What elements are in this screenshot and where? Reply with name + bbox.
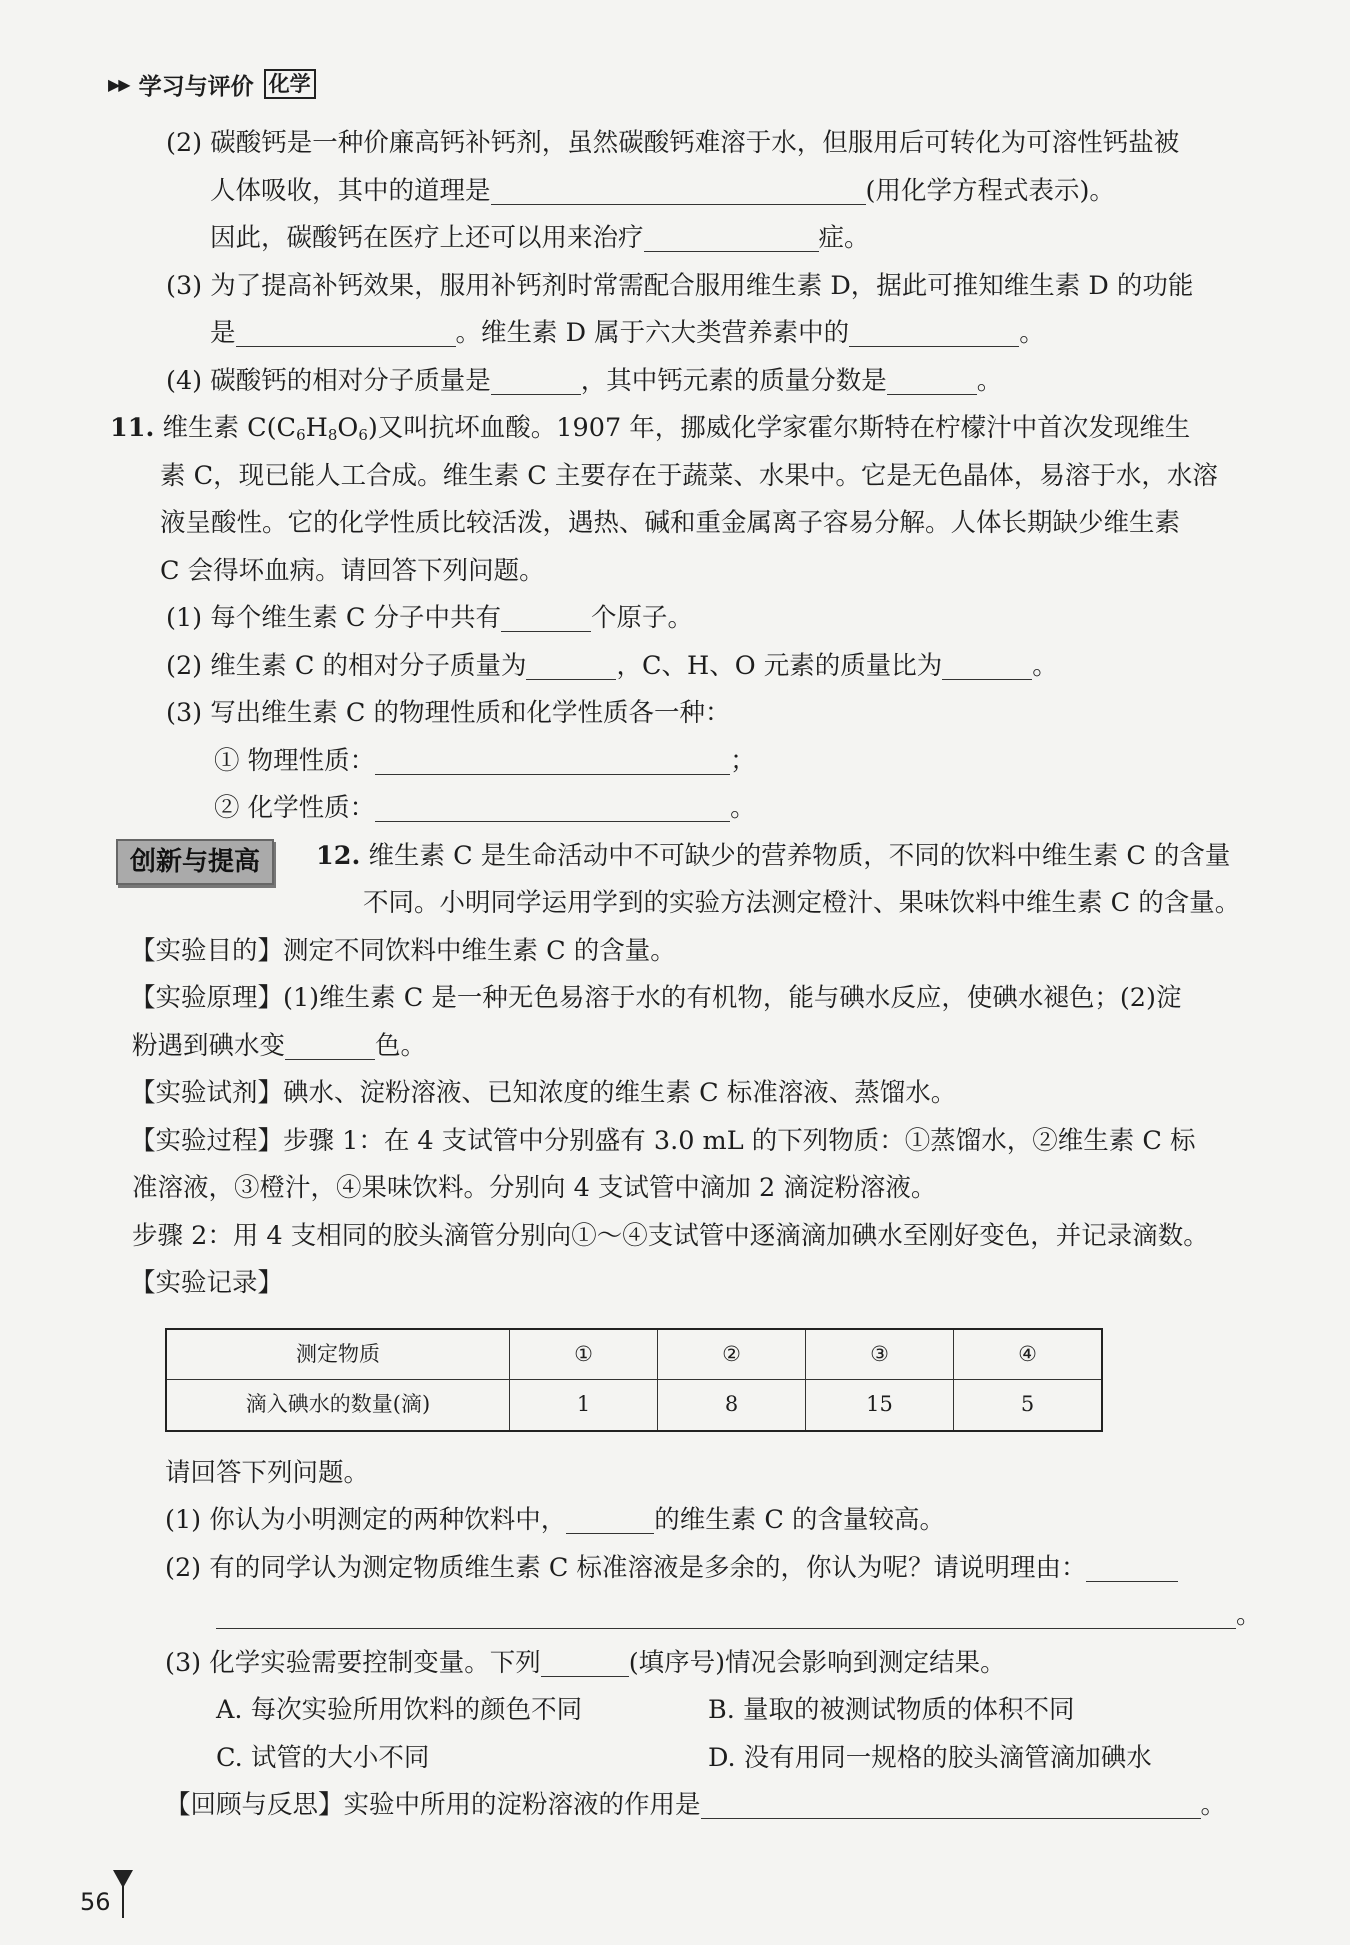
answer-blank[interactable] — [526, 649, 616, 680]
answer-blank[interactable] — [375, 791, 730, 822]
table-cell: 15 — [806, 1380, 954, 1431]
q11-part3-physical: ① 物理性质： ； — [214, 745, 756, 776]
answer-blank[interactable] — [375, 744, 730, 775]
answer-blank[interactable] — [501, 601, 591, 632]
answer-blank[interactable] — [942, 649, 1032, 680]
option-d[interactable]: D. 没有用同一规格的胶头滴管滴加碘水 — [708, 1742, 1152, 1773]
footer-rule — [122, 1870, 124, 1918]
page-number: 56 — [80, 1888, 111, 1916]
table-cell: ① — [510, 1329, 658, 1380]
answer-blank[interactable] — [491, 174, 866, 205]
experiment-record: 【实验记录】 — [130, 1268, 284, 1298]
answer-blank[interactable] — [216, 1598, 1236, 1629]
answer-blank[interactable] — [1086, 1551, 1178, 1582]
table-cell: ② — [658, 1329, 806, 1380]
q12-line1: 12. 维生素 C 是生命活动中不可缺少的营养物质，不同的饮料中维生素 C 的含量 — [316, 840, 1231, 871]
q12-part3: (3) 化学实验需要控制变量。下列 (填序号)情况会影响到测定结果。 — [165, 1647, 1006, 1678]
table-header-row — [166, 1329, 1102, 1380]
q10-part3-line1: (3) 为了提高补钙效果，服用补钙剂时常需配合服用维生素 D，据此可推知维生素 D 的功能 — [166, 270, 1194, 301]
q11-line2: 素 C，现已能人工合成。维生素 C 主要存在于蔬菜、水果中。它是无色晶体，易溶于水，水溶 — [160, 460, 1218, 491]
page-footer — [80, 1888, 124, 1918]
table-row — [166, 1380, 1102, 1431]
subject-tag: 化学 — [264, 69, 316, 99]
answer-blank[interactable] — [285, 1029, 375, 1060]
q10-part2-line1: (2) 碳酸钙是一种价廉高钙补钙剂，虽然碳酸钙难溶于水，但服用后可转化为可溶性钙盐被 — [166, 128, 1180, 158]
q12-part1: (1) 你认为小明测定的两种饮料中， 的维生素 C 的含量较高。 — [165, 1505, 945, 1535]
q10-part4: (4) 碳酸钙的相对分子质量是 ，其中钙元素的质量分数是 。 — [166, 365, 1003, 396]
experiment-principle-line1: 【实验原理】(1)维生素 C 是一种无色易溶于水的有机物，能与碘水反应，使碘水褪色；(2)淀 — [130, 983, 1182, 1013]
section-badge: 创新与提高 — [116, 839, 274, 885]
double-arrow-icon: ▶▶ — [108, 74, 129, 94]
answer-blank[interactable] — [644, 221, 819, 252]
answer-blank[interactable] — [491, 364, 581, 395]
page-content — [110, 120, 1260, 1830]
q11-part1: (1) 每个维生素 C 分子中共有 个原子。 — [166, 603, 693, 633]
q12-intro — [110, 833, 1260, 928]
answer-blank[interactable] — [849, 316, 1019, 347]
q10-part2-line2: 人体吸收，其中的道理是 (用化学方程式表示)。 — [210, 175, 1115, 206]
answer-blank[interactable] — [566, 1503, 654, 1534]
table-cell: 8 — [658, 1380, 806, 1431]
question-number: 11. — [110, 413, 155, 443]
experiment-reagents: 【实验试剂】碘水、淀粉溶液、已知浓度的维生素 C 标准溶液、蒸馏水。 — [130, 1078, 957, 1108]
q12-part2: (2) 有的同学认为测定物质维生素 C 标准溶液是多余的，你认为呢？请说明理由： — [110, 1545, 1260, 1593]
table-cell: 测定物质 — [166, 1329, 510, 1380]
q11-part3: (3) 写出维生素 C 的物理性质和化学性质各一种： — [166, 698, 731, 728]
experiment-record-table — [165, 1328, 1103, 1432]
table-cell: 1 — [510, 1380, 658, 1431]
question-number: 12. — [316, 840, 361, 871]
experiment-process-line2: 准溶液，③橙汁，④果味饮料。分别向 4 支试管中滴加 2 滴淀粉溶液。 — [132, 1173, 937, 1203]
q12-options-row1 — [110, 1687, 1260, 1735]
q12-ask: 请回答下列问题。 — [165, 1457, 370, 1488]
page-header — [108, 64, 316, 104]
q11-line1: 11. 维生素 $C(C_6H_8O_6)$又叫抗坏血酸。1907 年，挪威化学家霍尔斯特在柠檬汁中首次发现维生 — [110, 413, 1191, 444]
experiment-principle-line2: 粉遇到碘水变 色。 — [132, 1030, 427, 1061]
answer-blank[interactable] — [701, 1788, 1201, 1819]
book-title: 学习与评价 — [138, 73, 254, 100]
option-a[interactable]: A. 每次实验所用饮料的颜色不同 — [216, 1695, 583, 1725]
answer-blank[interactable] — [541, 1646, 629, 1677]
q11-line3: 液呈酸性。它的化学性质比较活泼，遇热、碱和重金属离子容易分解。人体长期缺少维生素 — [160, 508, 1181, 538]
answer-blank[interactable] — [236, 316, 456, 347]
q12-part2-continuation: 。 — [110, 1592, 1260, 1640]
table-cell: 5 — [954, 1380, 1103, 1431]
review-reflection: 【回顾与反思】实验中所用的淀粉溶液的作用是 。 — [165, 1790, 1227, 1820]
table-cell: ③ — [806, 1329, 954, 1380]
table-cell: 滴入碘水的数量(滴) — [166, 1380, 510, 1431]
option-b[interactable]: B. 量取的被测试物质的体积不同 — [708, 1695, 1075, 1725]
answer-blank[interactable] — [887, 364, 977, 395]
q12-options-row2 — [110, 1735, 1260, 1783]
table-cell: ④ — [954, 1329, 1103, 1380]
q10-part3-line2: 是 。维生素 D 属于六大类营养素中的 。 — [210, 318, 1045, 348]
q11-line4: C 会得坏血病。请回答下列问题。 — [160, 555, 545, 586]
experiment-purpose: 【实验目的】测定不同饮料中维生素 C 的含量。 — [130, 935, 676, 966]
q11-part3-chemical: ② 化学性质： 。 — [214, 793, 756, 823]
q11-part2: (2) 维生素 C 的相对分子质量为 ，C、H、O 元素的质量比为 。 — [166, 650, 1058, 681]
q12-line2: 不同。小明同学运用学到的实验方法测定橙汁、果味饮料中维生素 C 的含量。 — [363, 888, 1241, 918]
experiment-process-line1: 【实验过程】步骤 1：在 4 支试管中分别盛有 3.0 mL 的下列物质：①蒸馏水，②维生素 C 标 — [130, 1125, 1196, 1156]
option-c[interactable]: C. 试管的大小不同 — [216, 1742, 430, 1773]
experiment-process-line3: 步骤 2：用 4 支相同的胶头滴管分别向①～④支试管中逐滴滴加碘水至刚好变色，并记录滴数。 — [132, 1220, 1209, 1251]
q10-part2-line3: 因此，碳酸钙在医疗上还可以用来治疗 症。 — [210, 223, 870, 253]
